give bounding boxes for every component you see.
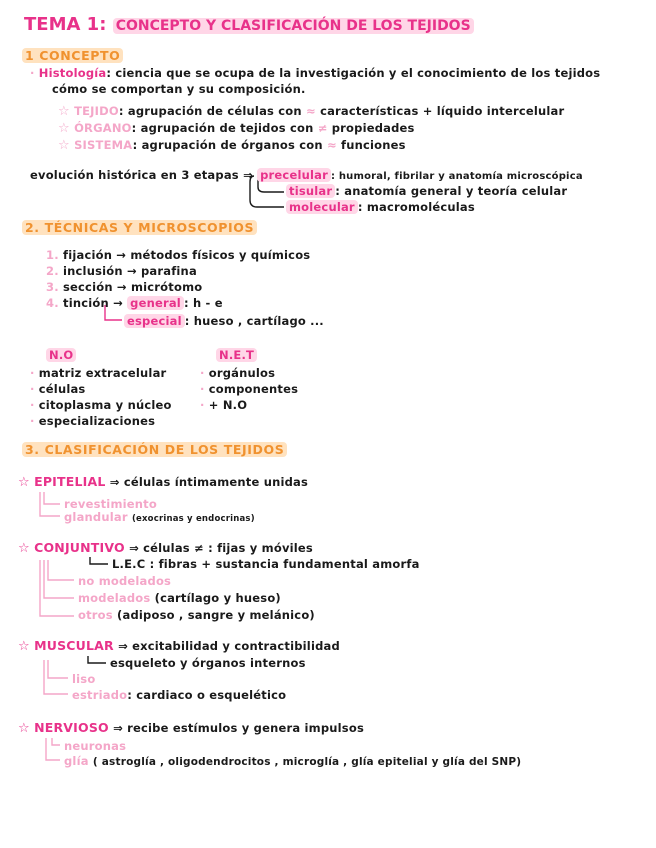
histologia-line: · Histología: ciencia que se ocupa de la investigación y el conocimiento de los tejidos: [30, 66, 601, 80]
muscular-line: ☆ MUSCULAR ⇒ excitabilidad y contractibilidad: [18, 638, 340, 654]
star-icon: ☆: [58, 104, 70, 119]
star-icon: ☆: [58, 121, 70, 136]
no-item: · células: [30, 382, 86, 396]
title-label: TEMA 1:: [24, 14, 107, 35]
etapa-tisular: tisular : anatomía general y teoría celular: [286, 184, 567, 198]
nervioso-sub-1: neuronas: [64, 739, 127, 753]
step-1: 1. fijación → métodos físicos y químicos: [46, 248, 311, 262]
muscular-sub-2: estriado: cardiaco o esquelético: [72, 688, 287, 702]
net-item: · componentes: [200, 382, 299, 396]
conjuntivo-name: CONJUNTIVO: [34, 540, 125, 555]
conjuntivo-line: ☆ CONJUNTIVO ⇒ células ≠ : fijas y móviles: [18, 540, 313, 556]
histologia-term: Histología: [38, 66, 107, 80]
muscular-desc-2: esqueleto y órganos internos: [110, 656, 306, 670]
step-4: 4. tinción → general : h - e: [46, 296, 223, 310]
step-3: 3. sección → micrótomo: [46, 280, 203, 294]
conjuntivo-lec: L.E.C : fibras + sustancia fundamental amorfa: [112, 557, 420, 571]
title-text: CONCEPTO Y CLASIFICACIÓN DE LOS TEJIDOS: [113, 18, 474, 34]
star-icon: ☆: [18, 639, 30, 654]
def-sistema: ☆ SISTEMA: agrupación de órganos con ≈ funciones: [58, 138, 406, 153]
star-icon: ☆: [58, 138, 70, 153]
not-equal-icon: ≠: [317, 121, 328, 135]
conjuntivo-sub-2: modelados (cartílago y hueso): [78, 591, 281, 605]
epitelial-sub-2: glandular (exocrinas y endocrinas): [64, 510, 255, 524]
nervioso-name: NERVIOSO: [34, 720, 109, 735]
step-2: 2. inclusión → parafina: [46, 264, 197, 278]
nervioso-sub-2: glía ( astroglía , oligodendrocitos , microglía , glía epitelial y glía del SNP): [64, 754, 522, 768]
approx-icon: ≈: [306, 104, 316, 118]
histologia-def-2: cómo se comportan y su composición.: [52, 82, 306, 96]
epitelial-sub-1: revestimiento: [64, 497, 157, 511]
conjuntivo-sub-3: otros (adiposo , sangre y melánico): [78, 608, 315, 622]
evolucion-line: evolución histórica en 3 etapas ⇒ precelular : humoral, fibrilar y anatomía microscópica: [30, 168, 583, 182]
star-icon: ☆: [18, 721, 30, 736]
net-item: · orgánulos: [200, 366, 276, 380]
page-title: [24, 14, 474, 35]
muscular-sub-1: liso: [72, 672, 96, 686]
section-1-heading: 1 CONCEPTO: [22, 48, 123, 63]
etapa-molecular: molecular : macromoléculas: [286, 200, 475, 214]
net-item: · + N.O: [200, 398, 248, 412]
section-2-heading: 2. TÉCNICAS Y MICROSCOPIOS: [22, 220, 257, 235]
arrow-icon: ⇒: [243, 168, 253, 182]
muscular-name: MUSCULAR: [34, 638, 114, 653]
tincion-especial: especial : hueso , cartílago ...: [124, 314, 324, 328]
star-icon: ☆: [18, 475, 30, 490]
approx-icon: ≈: [326, 138, 337, 152]
no-item: · citoplasma y núcleo: [30, 398, 172, 412]
no-item: · especializaciones: [30, 414, 156, 428]
no-item: · matriz extracelular: [30, 366, 167, 380]
histologia-def: : ciencia que se ocupa de la investigación y el conocimiento de los tejidos: [106, 66, 601, 80]
epitelial-line: ☆ EPITELIAL ⇒ células íntimamente unidas: [18, 474, 309, 490]
epitelial-name: EPITELIAL: [34, 474, 106, 489]
conjuntivo-sub-1: no modelados: [78, 574, 172, 588]
no-heading: N.O: [46, 348, 76, 362]
def-tejido: ☆ TEJIDO: agrupación de células con ≈ características + líquido intercelular: [58, 104, 565, 119]
nervioso-line: ☆ NERVIOSO ⇒ recibe estímulos y genera impulsos: [18, 720, 364, 736]
def-organo: ☆ ÓRGANO: agrupación de tejidos con ≠ propiedades: [58, 121, 415, 136]
net-heading: N.E.T: [216, 348, 257, 362]
section-3-heading: 3. CLASIFICACIÓN DE LOS TEJIDOS: [22, 442, 287, 457]
star-icon: ☆: [18, 541, 30, 556]
